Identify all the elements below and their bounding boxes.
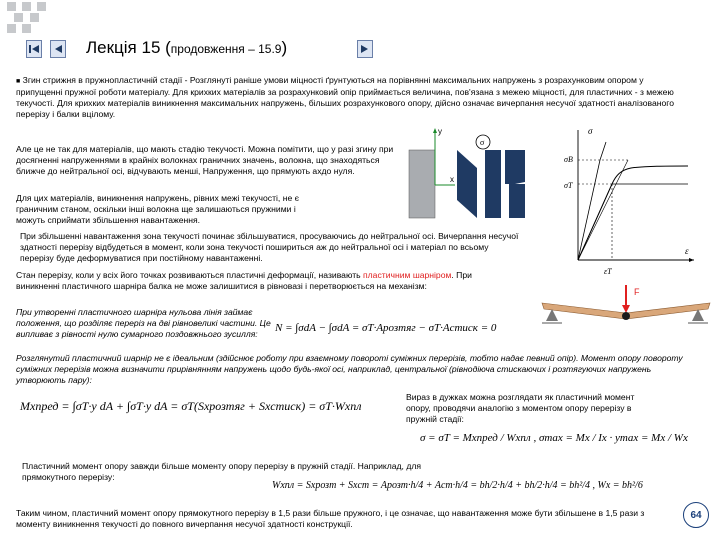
- deco-square: [22, 24, 31, 33]
- deco-square: [37, 2, 46, 11]
- cross-section: [409, 150, 435, 218]
- paragraph-yield-stage: Але це не так для матеріалів, що мають стадію текучості. Можна помітити, що у разі згину при досягненні напруженнями в крайніх волокнах граничних значень, волокна, що знаходяться ближче до нейтральної осі, відчувають менші, Напруження, що прямують ахдо нуля.: [16, 144, 394, 176]
- formula-axial-force: N = ∫σdA − ∫σdA = σT·Aрозтяг − σT·Aстиск = 0: [275, 322, 497, 334]
- arrow-right-icon: [359, 43, 371, 55]
- page-number: 64: [690, 509, 702, 521]
- x-label: x: [450, 175, 454, 184]
- deco-square: [22, 2, 31, 11]
- intro-paragraph: [16, 75, 688, 120]
- deco-square: [7, 24, 16, 33]
- sigma-circle-label: σ: [480, 138, 485, 147]
- paragraph-conclusion: Таким чином, пластичний момент опору прямокутного перерізу в 1,5 рази більше пружного, і це означає, що навантаження може бути збільшене в 1,5 рази з моменту виникнення текучості до повного вичерпання несучої здатності конструкції.: [16, 508, 645, 529]
- first-slide-button[interactable]: [26, 40, 42, 58]
- paragraph-plastic-hinge: [16, 270, 516, 292]
- slide-title: [86, 38, 287, 58]
- epsilon-label: ε: [685, 246, 689, 256]
- paragraph-plastic-modulus: Вираз в дужках можна розглядати як пластичний момент опору, проводячи аналогію з моментом опору перерізу в пружній стадії:: [406, 392, 635, 424]
- beam-mechanism-diagram: [538, 283, 713, 343]
- curve-unload: [578, 160, 628, 260]
- sigma-axis-label: σ: [588, 126, 593, 136]
- prev-slide-button[interactable]: [50, 40, 66, 58]
- next-slide-button[interactable]: [357, 40, 373, 58]
- stress-strain-diagram: [556, 120, 696, 280]
- formula-limit-moment: Mxпред = ∫σT·y dA + ∫σT·y dA = σT(Sxрозтяг + Sxстиск) = σT·Wxпл: [20, 399, 362, 413]
- page-number-badge: [683, 502, 709, 528]
- formula-plastic-modulus-rect: Wxпл = Sxрозт + Sxст = Aрозт·h/4 + Aст·h/4 = bh/2·h/4 + bh/2·h/4 = bh²/4 , Wx = bh²/6: [272, 480, 643, 491]
- deco-square: [14, 13, 23, 22]
- stress-block-3: [505, 150, 525, 184]
- sigma-t-label: σT: [564, 181, 573, 190]
- intro-text: Згин стрижня в пружнопластичній стадії - Розглянуті раніше умови міцності ґрунтуються на порівнянні максимальних напружень з розрахунковим опором у припущенні пружної роботи матеріалу. Для крихких матеріалів за розрахунковий опір приймається величина, пов'язана з межею міцності, для пластичних - з межею текучості. Для крихких матеріалів виникнення максимальних напружень, більших розрахункового опору, дійсно означає вичерпання несучої здатності аналізованого перерізу і балки вцілому.: [16, 75, 674, 119]
- stress-distribution-diagram: [405, 120, 555, 230]
- stress-block-2: [485, 150, 501, 218]
- paragraph-load-increase: При збільшенні навантаження зона текучості починає збільшуватися, просуваючись до нейтральної осі. Вичерпання несучої здатності перерізу відбудеться в момент, коли зона текучості пошириться аж до нейтральної осі і матеріал по всьому перерізу буде деформуватися при постійному навантаженні.: [20, 231, 519, 263]
- y-arrow: [433, 128, 437, 133]
- skip-back-icon: [28, 43, 40, 55]
- hinge-text-b: . При виникненні пластичного шарніра балка не може залишитися в рівновазі і перетворюється на механізм:: [16, 270, 472, 291]
- title-close: ): [281, 38, 288, 57]
- deco-square: [30, 13, 39, 22]
- paragraph-hinge-resistance: Розглянутий пластичний шарнір не є ідеальним (здійснює роботу при взаємному повороті суміжних перерізів, тобто надає певний опір). Момент опору повороту суміжних перерізів можна визначити прирівнянням напружень щодо будь-якої осі, наприклад, центральної (рівнодіюча стискаючих і розтягуючих напружень утворюють пару):: [16, 353, 683, 385]
- paragraph-neutral-line: При утворенні пластичного шарніра нульова лінія займає положення, що розділяє переріз на дві рівновеликі частини. Це випливає з рівності нулю сумарного поздовжнього зусилля:: [16, 307, 271, 339]
- support-left: [546, 309, 558, 321]
- force-label: F: [634, 287, 640, 297]
- title-subtitle: продовження – 15.9: [170, 42, 282, 56]
- paragraph-rectangular: Пластичний момент опору завжди більше моменту опору перерізу в пружній стадії. Наприклад, для прямокутного перерізу:: [22, 461, 422, 482]
- y-label: y: [438, 127, 442, 136]
- curve-brittle: [578, 142, 606, 260]
- epsilon-t-label: εT: [604, 267, 612, 276]
- hinge-text-a: Стан перерізу, коли у всіх його точках розвиваються пластичні деформації, називають: [16, 270, 361, 280]
- plastic-hinge-marker: [622, 312, 630, 320]
- deco-square: [7, 2, 16, 11]
- stress-block-4: [509, 184, 525, 218]
- epsilon-arrow: [689, 258, 694, 262]
- hinge-term: пластичним шарніром: [363, 270, 452, 280]
- formula-sigma: σ = σT = Mxпред / Wxпл , σmax = Mx / Ix · ymax = Mx / Wx: [420, 432, 688, 444]
- arrow-left-icon: [52, 43, 64, 55]
- curve-ductile: [578, 166, 688, 260]
- paragraph-plastic-materials: Для цих матеріалів, виникнення напружень, рівних межі текучості, не є граничним станом, оскільки інші волокна ще залишаються пружними і можуть сприймати збільшення навантаження.: [16, 193, 300, 225]
- stress-block-1: [457, 150, 477, 218]
- sigma-b-label: σB: [564, 155, 573, 164]
- title-main: Лекція 15 (: [86, 38, 171, 57]
- bullet-icon: ■: [16, 78, 21, 85]
- force-arrow-head: [622, 305, 630, 313]
